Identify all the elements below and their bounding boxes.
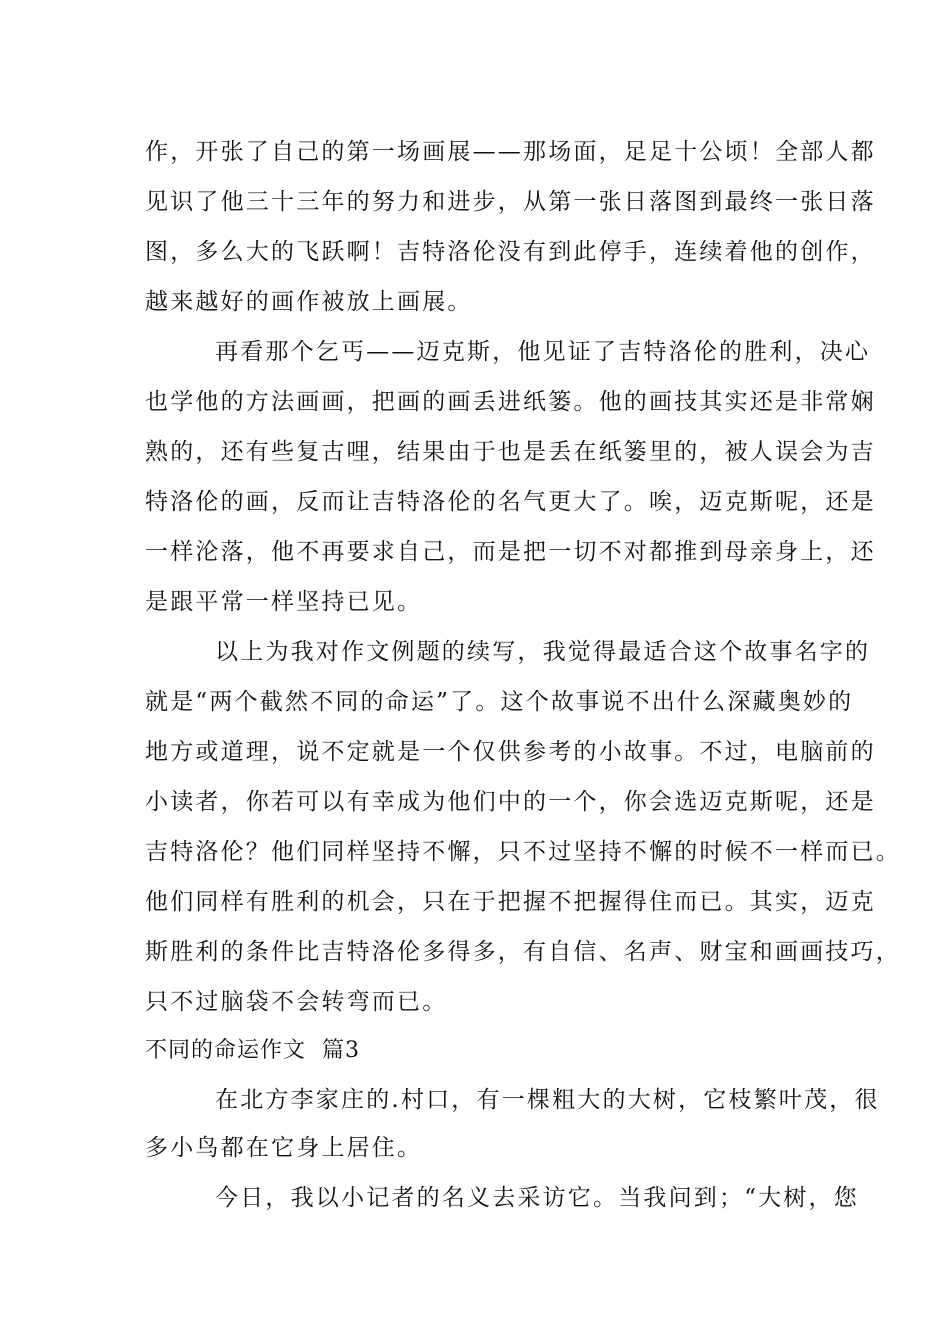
paragraph-3-line-6: 他们同样有胜利的机会，只在于把握不把握得住而已。其实，迈克	[145, 889, 876, 915]
paragraph-1-line-1: 作，开张了自己的第一场画展——那场面，足足十公顷！全部人都	[145, 139, 876, 165]
paragraph-3-line-8: 只不过脑袋不会转弯而已。	[145, 989, 448, 1015]
paragraph-2-line-6: 是跟平常一样坚持已见。	[145, 589, 423, 615]
section-paragraph-1-line-2: 多小鸟都在它身上居住。	[145, 1135, 423, 1161]
section-paragraph-2-line-1: 今日，我以小记者的名义去采访它。当我问到；“大树，您	[215, 1185, 859, 1211]
section-paragraph-1-line-1: 在北方李家庄的.村口，有一棵粗大的大树，它枝繁叶茂，很	[215, 1087, 880, 1113]
paragraph-2-line-5: 一样沦落，他不再要求自己，而是把一切不对都推到母亲身上，还	[145, 539, 876, 565]
paragraph-2-line-3: 熟的，还有些复古哩，结果由于也是丢在纸篓里的，被人误会为吉	[145, 439, 876, 465]
paragraph-1-line-3: 图，多么大的飞跃啊！吉特洛伦没有到此停手，连续着他的创作，	[145, 239, 876, 265]
paragraph-2-line-1: 再看那个乞丐——迈克斯，他见证了吉特洛伦的胜利，决心	[215, 339, 871, 365]
paragraph-1-line-4: 越来越好的画作被放上画展。	[145, 289, 473, 315]
paragraph-3-line-4: 小读者，你若可以有幸成为他们中的一个，你会选迈克斯呢，还是	[145, 789, 876, 815]
paragraph-3-line-5: 吉特洛伦？他们同样坚持不懈，只不过坚持不懈的时候不一样而已。	[145, 839, 901, 865]
paragraph-1-line-2: 见识了他三十三年的努力和进步，从第一张日落图到最终一张日落	[145, 189, 876, 215]
paragraph-2-line-2: 也学他的方法画画，把画的画丢进纸篓。他的画技其实还是非常娴	[145, 389, 876, 415]
section-heading: 不同的命运作文 篇3	[145, 1038, 360, 1063]
paragraph-3-line-2: 就是“两个截然不同的命运”了。这个故事说不出什么深藏奥妙的	[145, 689, 854, 715]
paragraph-3-line-3: 地方或道理，说不定就是一个仅供参考的小故事。不过，电脑前的	[145, 739, 876, 765]
paragraph-2-line-4: 特洛伦的画，反而让吉特洛伦的名气更大了。唉，迈克斯呢，还是	[145, 489, 876, 515]
paragraph-3-line-7: 斯胜利的条件比吉特洛伦多得多，有自信、名声、财宝和画画技巧，	[145, 939, 901, 965]
paragraph-3-line-1: 以上为我对作文例题的续写，我觉得最适合这个故事名字的	[215, 639, 871, 665]
